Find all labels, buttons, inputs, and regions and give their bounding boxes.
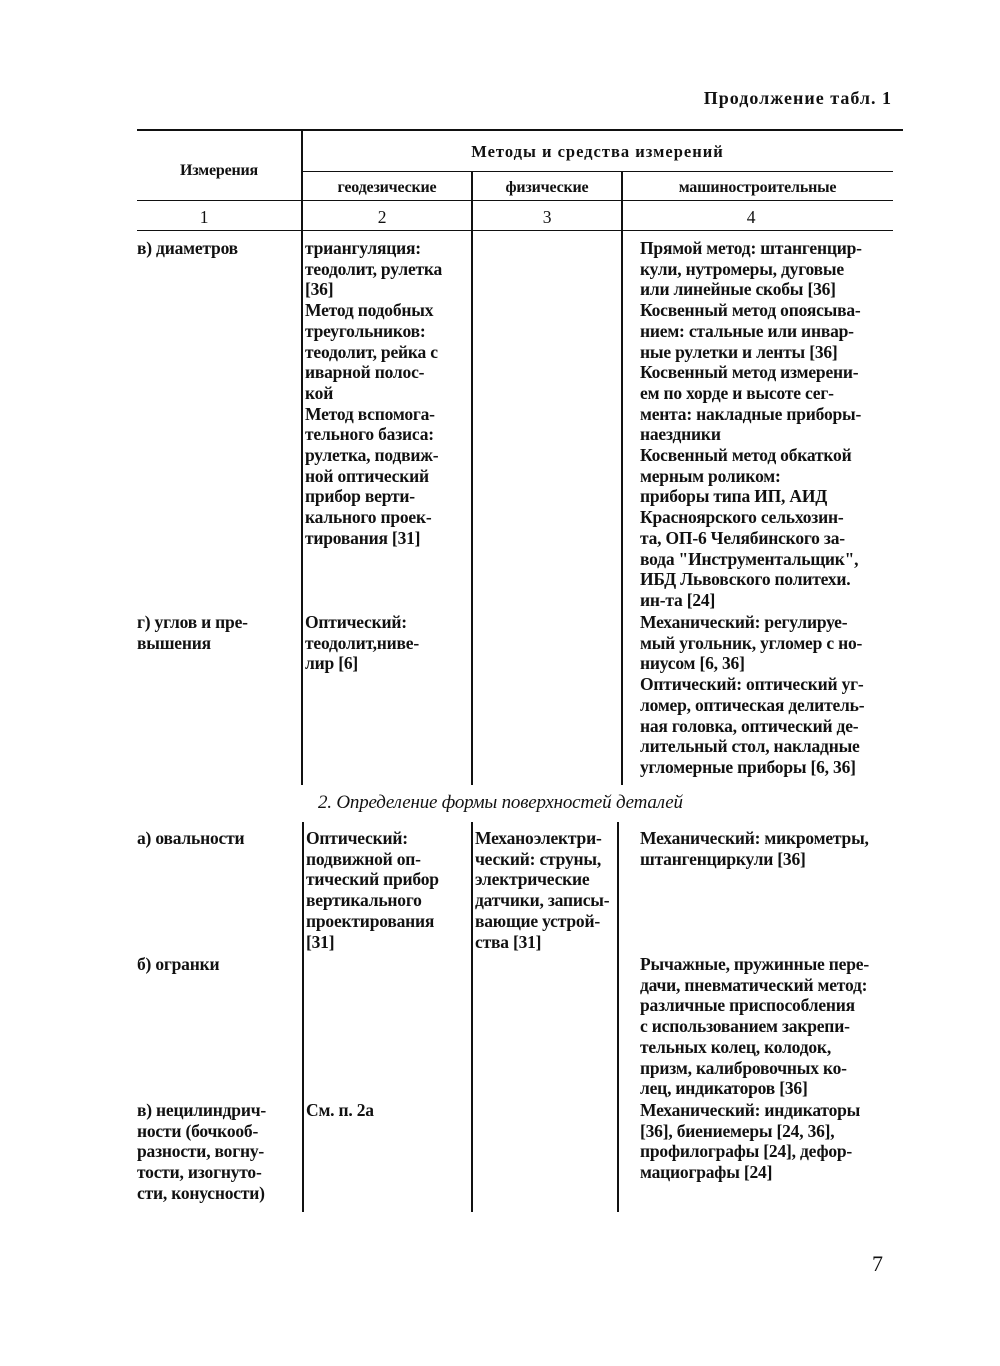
cell-measurement-ovality: а) овальности bbox=[137, 828, 245, 848]
header-measurements: Измерения bbox=[180, 162, 258, 179]
cell-mechanical-faceting: Рычажные, пружинные пере- дачи, пневматический метод: различные приспособления с использованием закрепи- тельных колец, колодок, призм, калибровочных ко- лец, индикаторов [36] bbox=[640, 954, 869, 1099]
column-divider-3 bbox=[621, 172, 623, 785]
column-divider-2 bbox=[471, 172, 473, 785]
column-number-2: 2 bbox=[377, 207, 387, 227]
column-divider-2-section2 bbox=[471, 822, 473, 1212]
header-physical: физические bbox=[505, 179, 589, 196]
column-number-4: 4 bbox=[746, 207, 756, 227]
cell-geodetic-noncylindricity: См. п. 2а bbox=[306, 1100, 374, 1120]
column-divider-1 bbox=[301, 130, 303, 785]
cell-mechanical-noncylindricity: Механический: индикаторы [36], биениемеры [24, 36], профилографы [24], дефор- мациографы [24] bbox=[640, 1100, 861, 1183]
column-number-1: 1 bbox=[199, 207, 209, 227]
group-header-rule bbox=[302, 171, 893, 172]
cell-geodetic-ovality: Оптический: подвижной оп- тический прибор вертикального проектирования [31] bbox=[306, 828, 439, 952]
numbers-bottom-rule bbox=[137, 230, 893, 231]
cell-geodetic-diameters: триангуляция: теодолит, рулетка [36] Метод подобных треугольников: теодолит, рейка с иварной полос- кой Метод вспомога- тельного базиса: рулетка, подвиж- ной оптический прибор верти- кального проек- тирования [31] bbox=[305, 238, 443, 548]
cell-mechanical-ovality: Механический: микрометры, штангенциркули [36] bbox=[640, 828, 869, 869]
column-number-3: 3 bbox=[542, 207, 552, 227]
cell-measurement-noncylindricity: в) нецилиндрич- ности (бочкооб- разности, вогну- тости, изогнуто- сти, конусности) bbox=[137, 1100, 267, 1203]
header-mechanical: машиностроительные bbox=[678, 179, 837, 196]
column-divider-3-section2 bbox=[617, 822, 619, 1212]
cell-measurement-angles: г) углов и пре- вышения bbox=[137, 612, 248, 653]
header-geodetic: геодезические bbox=[337, 179, 437, 196]
cell-mechanical-angles: Механический: регулируе- мый угольник, угломер с но- ниусом [6, 36] Оптический: оптический уг- ломер, оптическая делитель- ная головка, оптический де- лительный стол, накладные угломерные приборы [6, 36] bbox=[640, 612, 865, 777]
section-2-title: 2. Определение формы поверхностей деталей bbox=[318, 792, 683, 813]
page-number: 7 bbox=[872, 1251, 883, 1276]
cell-measurement-faceting: б) огранки bbox=[137, 954, 220, 974]
table-top-rule bbox=[137, 129, 903, 131]
header-methods-group: Методы и средства измерений bbox=[471, 142, 724, 161]
header-bottom-rule bbox=[137, 200, 893, 201]
column-divider-1-section2 bbox=[302, 822, 304, 1212]
cell-measurement-diameters: в) диаметров bbox=[137, 238, 238, 258]
cell-physical-ovality: Механоэлектри- ческий: струны, электрические датчики, записы- вающие устрой- ства [31] bbox=[475, 828, 610, 952]
cell-mechanical-diameters: Прямой метод: штангенцир- кули, нутромеры, дуговые или линейные скобы [36] Косвенный метод опоясыва- нием: стальные или инвар- ные рулетки и ленты [36] Косвенный метод измерени- ем по хорде и высоте сег- мента: накладные приборы- наездники Косвенный метод обкаткой мерным роликом: приборы типа ИП, АИД Красноярского сельхозин- та, ОП-6 Челябинского за- вода "Инструментальщик", ИБД Львовского политехи. ин-та [24] bbox=[640, 238, 862, 610]
cell-geodetic-angles: Оптический: теодолит,ниве- лир [6] bbox=[305, 612, 419, 674]
running-header: Продолжение табл. 1 bbox=[703, 88, 892, 108]
